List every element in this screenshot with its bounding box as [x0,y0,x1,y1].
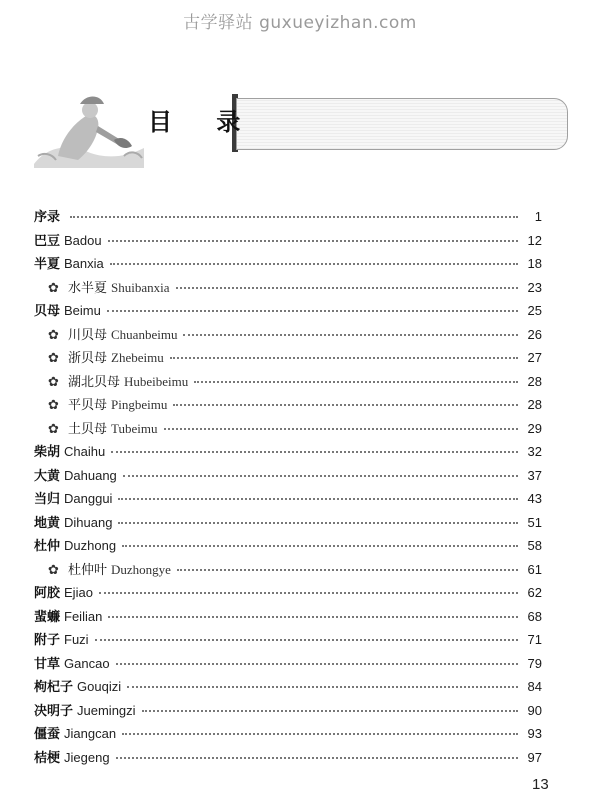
dot-leader [177,569,518,571]
toc-entry-page: 29 [527,420,542,436]
toc-entry-pinyin: Chuanbeimu [111,326,178,342]
dot-leader [123,475,518,477]
toc-entry[interactable] [34,300,542,324]
dot-leader [122,733,518,735]
dot-leader [116,663,518,665]
toc-entry[interactable] [34,582,542,606]
toc-entry-page: 28 [527,397,542,412]
toc-entry-page: 84 [527,679,542,694]
dot-leader [108,616,518,618]
table-of-contents [34,206,542,770]
toc-entry-name [34,559,171,578]
toc-entry-page: 1 [534,209,542,224]
toc-entry[interactable] [34,676,542,700]
toc-entry-chinese: 川贝母 [68,327,108,343]
dot-leader [173,404,518,406]
toc-entry-page: 18 [527,256,542,271]
toc-subentry[interactable] [34,347,542,371]
toc-entry-pinyin: Ejiao [64,585,93,600]
toc-entry-chinese: 杜仲叶 [68,562,108,578]
toc-entry-pinyin: Dihuang [64,514,113,530]
toc-entry-page: 12 [527,232,542,248]
dot-leader [164,428,519,430]
toc-entry-page: 37 [527,467,542,483]
toc-entry-name [34,700,136,719]
toc-entry-chinese: 贝母 [34,304,61,319]
toc-entry-chinese: 半夏 [34,257,61,272]
toc-entry-page: 27 [527,350,542,365]
toc-entry-name [34,230,102,249]
toc-entry-pinyin: Hubeibeimu [124,373,189,389]
toc-entry-name [34,324,177,343]
toc-entry-name [34,512,112,531]
dot-leader [99,592,518,594]
toc-entry-page: 58 [527,538,542,553]
dot-leader [110,263,518,265]
toc-entry-pinyin: Gouqizi [77,679,122,694]
toc-entry-page: 28 [527,373,542,389]
dot-leader [142,710,518,712]
toc-entry-chinese: 阿胶 [34,586,61,601]
toc-subentry[interactable] [34,559,542,583]
toc-entry-page: 61 [527,561,542,577]
toc-entry[interactable] [34,230,542,254]
toc-entry-chinese: 当归 [34,492,61,507]
toc-entry-name [34,371,188,390]
toc-entry-pinyin: Jiangcan [64,726,117,741]
watermark: 古学驿站 guxueyizhan.com [183,13,417,33]
toc-subentry[interactable] [34,324,542,348]
dot-leader [194,381,518,383]
toc-entry-chinese: 桔梗 [34,750,61,766]
toc-entry-pinyin: Duzhongye [111,561,171,577]
toc-entry[interactable] [34,512,542,536]
toc-entry-pinyin: Fuzi [64,632,89,647]
toc-entry-chinese: 蜚蠊 [34,609,61,625]
toc-entry-chinese: 甘草 [34,656,61,672]
toc-entry-pinyin: Duzhong [64,538,117,553]
toc-entry-name [34,418,158,437]
toc-entry-name [34,394,167,413]
toc-header [28,76,573,168]
dot-leader [70,216,518,218]
toc-entry-page: 93 [527,726,542,741]
toc-entry-pinyin: Pingbeimu [111,397,168,412]
toc-entry-pinyin: Tubeimu [111,420,158,436]
toc-entry-page: 71 [527,632,542,647]
dot-leader [127,686,518,688]
dot-leader [118,498,518,500]
toc-entry-chinese: 决明子 [34,703,74,719]
toc-entry[interactable] [34,653,542,677]
toc-entry-pinyin: Jiegeng [64,749,110,765]
header-bar [236,98,568,150]
flower-icon: ✿ [48,562,59,578]
toc-entry[interactable] [34,535,542,559]
toc-entry-page: 43 [527,491,542,506]
toc-entry-name [34,465,117,484]
dot-leader [183,334,518,336]
toc-entry-chinese: 附子 [34,633,61,648]
toc-entry-chinese: 序录 [34,210,61,225]
sage-illustration-icon [28,86,146,168]
toc-entry-pinyin: Juemingzi [77,702,136,718]
dot-leader [108,240,518,242]
toc-entry-name [34,206,64,225]
flower-icon: ✿ [48,374,59,390]
toc-entry-page: 68 [527,608,542,624]
dot-leader [95,639,518,641]
dot-leader [122,545,518,547]
toc-entry-pinyin: Shuibanxia [111,279,170,295]
toc-entry[interactable] [34,723,542,747]
toc-entry-pinyin: Beimu [64,303,101,318]
toc-entry-chinese: 浙贝母 [68,351,108,366]
toc-entry-name [34,300,101,319]
toc-entry-chinese: 大黄 [34,468,61,484]
toc-entry[interactable] [34,253,542,277]
dot-leader [116,757,518,759]
toc-entry[interactable] [34,488,542,512]
toc-entry-pinyin: Danggui [64,491,113,506]
toc-entry-pinyin: Feilian [64,608,103,624]
toc-subentry[interactable] [34,394,542,418]
toc-entry-pinyin: Badou [64,232,102,248]
toc-entry-name [34,629,89,648]
toc-entry-pinyin: Chaihu [64,444,106,459]
page-number: 13 [532,776,549,793]
toc-entry-pinyin: Zhebeimu [111,350,164,365]
toc-entry-chinese: 柴胡 [34,445,61,460]
toc-entry-name [34,347,164,366]
toc-entry-name [34,582,93,601]
toc-entry-chinese: 平贝母 [68,398,108,413]
toc-entry[interactable] [34,206,542,230]
toc-entry[interactable] [34,441,542,465]
toc-entry-name [34,488,112,507]
dot-leader [170,357,518,359]
flower-icon: ✿ [48,327,59,343]
toc-entry-chinese: 土贝母 [68,421,108,437]
toc-entry-page: 51 [527,514,542,530]
toc-entry-name [34,253,104,272]
toc-entry-name [34,535,116,554]
toc-entry[interactable] [34,700,542,724]
page-title: 目 录 [148,107,259,136]
toc-subentry[interactable] [34,277,542,301]
toc-entry[interactable] [34,606,542,630]
dot-leader [107,310,518,312]
dot-leader [111,451,518,453]
toc-entry-page: 62 [527,585,542,600]
toc-subentry[interactable] [34,418,542,442]
toc-entry-page: 90 [527,702,542,718]
toc-entry-page: 25 [527,303,542,318]
dot-leader [176,287,518,289]
toc-entry-page: 79 [527,655,542,671]
flower-icon: ✿ [48,398,59,413]
toc-entry-chinese: 地黄 [34,515,61,531]
toc-entry-page: 32 [527,444,542,459]
flower-icon: ✿ [48,421,59,437]
dot-leader [118,522,518,524]
toc-entry-name [34,441,105,460]
toc-subentry[interactable] [34,371,542,395]
flower-icon: ✿ [48,280,59,296]
toc-entry[interactable] [34,629,542,653]
toc-entry-name [34,723,116,742]
toc-entry-chinese: 枸杞子 [34,680,74,695]
toc-entry-chinese: 巴豆 [34,233,61,249]
toc-entry-chinese: 杜仲 [34,539,61,554]
toc-entry-page: 97 [527,749,542,765]
toc-entry-name [34,277,170,296]
toc-entry-chinese: 水半夏 [68,280,108,296]
toc-entry-name [34,676,121,695]
toc-entry-name [34,606,102,625]
toc-entry-chinese: 僵蚕 [34,727,61,742]
toc-entry-page: 26 [527,326,542,342]
toc-entry-pinyin: Gancao [64,655,110,671]
toc-entry-page: 23 [527,279,542,295]
toc-entry-pinyin: Banxia [64,256,104,271]
toc-entry-pinyin: Dahuang [64,467,117,483]
toc-entry-name [34,747,110,766]
flower-icon: ✿ [48,351,59,366]
toc-entry-chinese: 湖北贝母 [68,374,121,390]
toc-entry[interactable] [34,747,542,771]
toc-entry[interactable] [34,465,542,489]
toc-entry-name [34,653,110,672]
